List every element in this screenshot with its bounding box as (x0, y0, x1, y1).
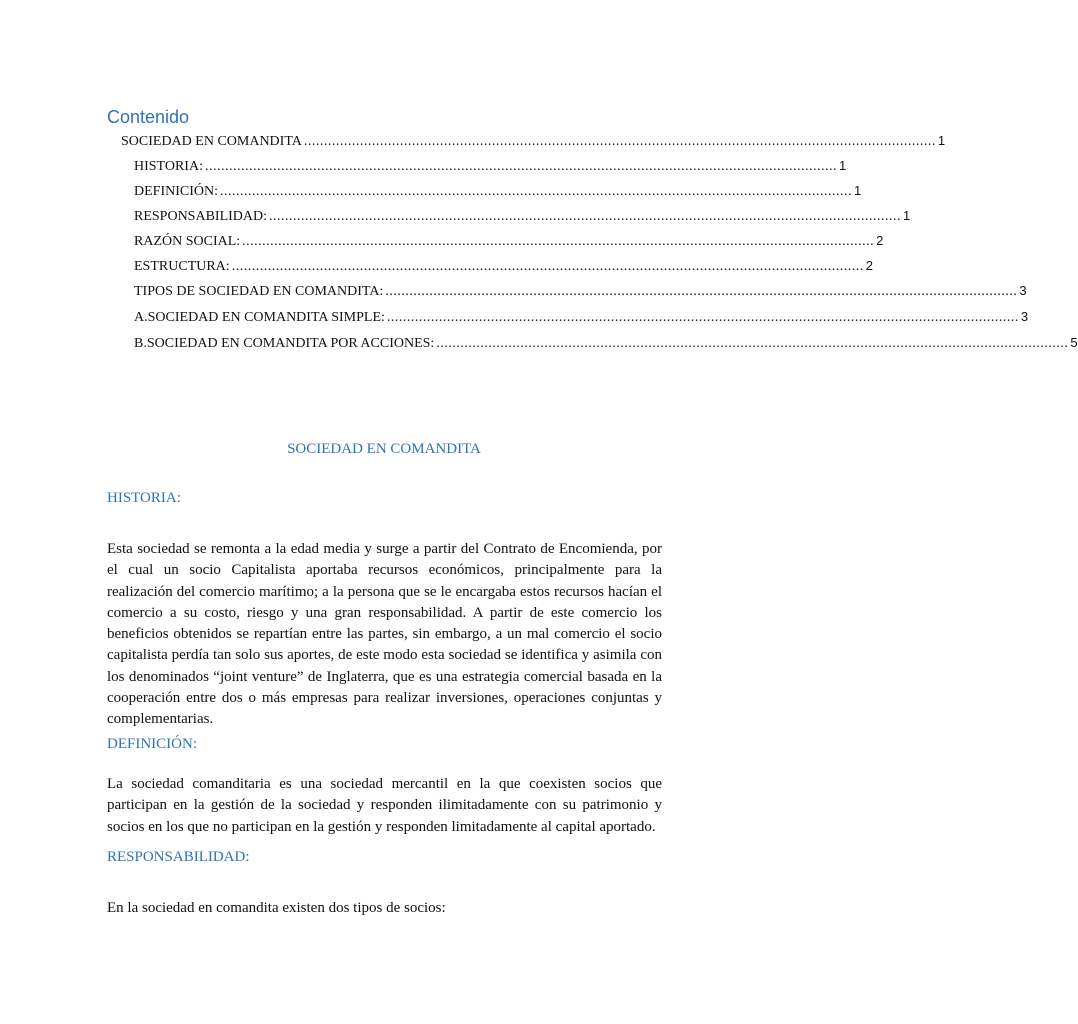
toc-entry[interactable] (134, 183, 862, 203)
toc-entry[interactable] (134, 158, 847, 178)
toc-entry-page: 1 (903, 208, 911, 223)
toc-entry-page: 1 (937, 133, 946, 148)
toc-leader-dots: .............................................................................................................................................................. (436, 336, 1069, 351)
toc-entry-page: 1 (838, 158, 847, 173)
toc-leader-dots: .............................................................................................................................................................. (220, 184, 852, 199)
main-heading: SOCIEDAD EN COMANDITA (287, 441, 481, 457)
toc-entry-page: 3 (1020, 309, 1029, 324)
definicion-paragraph: La sociedad comanditaria es una sociedad mercantil en la que coexisten socios que participan en la gestión de la sociedad y responden ilimitadamente con su patrimonio y socios en los que no participan en la gestión y responden limitadamente al capital aportado. (107, 776, 662, 835)
toc-entry-page: 2 (865, 258, 873, 273)
toc-leader-dots: .............................................................................................................................................................. (204, 159, 837, 174)
historia-paragraph: Esta sociedad se remonta a la edad media y surge a partir del Contrato de Encomienda, por el cual un socio Capitalista aportaba recursos económicos, principalmente para la realización del comercio marítimo; a la persona que se le encargaba estos recursos hacían el comercio a su costo, riesgo y una gran responsabilidad. A partir de este comercio los beneficios obtenidos se repartían entre las partes, sin embargo, a un mal comercio el socio capitalista perdía tan solo sus aportes, de este modo esta sociedad se identifica y asimila con los denominados “joint venture” de Inglaterra, que es una estrategia comercial basada en la cooperación entre dos o más empresas para realizar inversiones, operaciones conjuntas y complementarias. (107, 541, 662, 728)
toc-entry-label: DEFINICIÓN: (134, 184, 218, 199)
toc-entry[interactable] (134, 258, 873, 278)
responsabilidad-heading: RESPONSABILIDAD: (107, 849, 250, 865)
toc-entry-label: RAZÓN SOCIAL: (134, 234, 241, 249)
toc-leader-dots: .............................................................................................................................................................. (242, 234, 875, 249)
toc-entry[interactable] (134, 335, 1078, 355)
toc-entry-label: RESPONSABILIDAD: (134, 209, 268, 224)
toc-leader-dots: .............................................................................................................................................................. (231, 259, 864, 274)
toc-entry-label: HISTORIA: (134, 159, 203, 174)
toc-entry[interactable] (134, 309, 1029, 329)
toc-title: Contenido (107, 107, 190, 127)
toc-leader-dots: .............................................................................................................................................................. (269, 209, 902, 224)
toc-entry-letter: A. (134, 310, 148, 325)
historia-heading: HISTORIA: (107, 490, 181, 506)
definicion-heading: DEFINICIÓN: (107, 736, 197, 752)
toc-entry-letter: B. (134, 336, 147, 351)
toc-entry-label: SOCIEDAD EN COMANDITA (121, 134, 302, 149)
toc-entry-label: TIPOS DE SOCIEDAD EN COMANDITA: (134, 284, 384, 299)
toc-leader-dots: .............................................................................................................................................................. (385, 284, 1018, 299)
toc-entry[interactable] (134, 208, 911, 228)
toc-leader-dots: .............................................................................................................................................................. (386, 310, 1019, 325)
toc-entry-label: ESTRUCTURA: (134, 259, 230, 274)
toc-entry-page: 1 (854, 183, 862, 198)
toc-entry-page: 2 (876, 233, 884, 248)
toc-entry[interactable] (134, 233, 884, 253)
toc-leader-dots: .............................................................................................................................................................. (303, 134, 936, 149)
toc-entry[interactable] (121, 133, 946, 153)
toc-entry-page: 5 (1070, 335, 1078, 350)
responsabilidad-paragraph: En la sociedad en comandita existen dos tipos de socios: (107, 900, 446, 916)
toc-entry[interactable] (134, 283, 1027, 303)
toc-entry-label: SOCIEDAD EN COMANDITA SIMPLE: (147, 310, 385, 325)
toc-entry-page: 3 (1019, 283, 1027, 298)
toc-entry-label: SOCIEDAD EN COMANDITA POR ACCIONES: (146, 336, 435, 351)
